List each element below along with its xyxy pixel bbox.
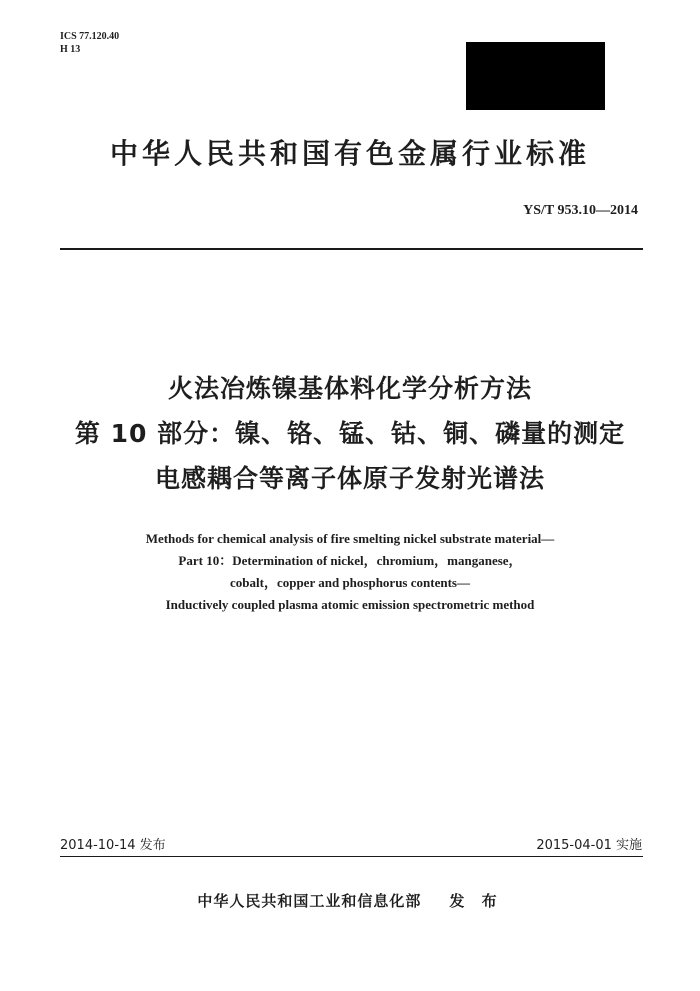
ccs-code: H 13 [60, 44, 81, 55]
english-title [0, 528, 700, 616]
issue-date: 2014-10-14 发布 [60, 838, 166, 853]
publisher-name: 中华人民共和国工业和信息化部 [197, 892, 422, 910]
header-divider [60, 248, 643, 250]
english-title-line-4: Inductively coupled plasma atomic emission spectrometric method [165, 597, 535, 612]
standard-number: YS/T 953.10—2014 [523, 203, 638, 218]
publisher-line [0, 890, 700, 911]
ics-code: ICS 77.120.40 [60, 31, 120, 42]
implementation-date: 2015-04-01 实施 [536, 838, 642, 853]
classification-codes [60, 30, 119, 56]
chinese-title-line-2: 第 10 部分：镍、铬、锰、钴、铜、磷量的测定 [74, 419, 626, 448]
english-title-line-2: Part 10：Determination of nickel，chromium，manganese， [178, 553, 522, 568]
footer-divider [60, 856, 643, 857]
organization-title: 中华人民共和国有色金属行业标准 [109, 137, 590, 170]
redacted-block [466, 42, 605, 110]
chinese-title-line-3: 电感耦合等离子体原子发射光谱法 [154, 464, 545, 493]
issued-label: 发 布 [449, 892, 503, 910]
chinese-title [0, 366, 700, 501]
english-title-line-1: Methods for chemical analysis of fire smelting nickel substrate material— [145, 531, 555, 546]
english-title-line-3: cobalt，copper and phosphorus contents— [230, 575, 470, 590]
chinese-title-line-1: 火法冶炼镍基体料化学分析方法 [167, 374, 532, 403]
